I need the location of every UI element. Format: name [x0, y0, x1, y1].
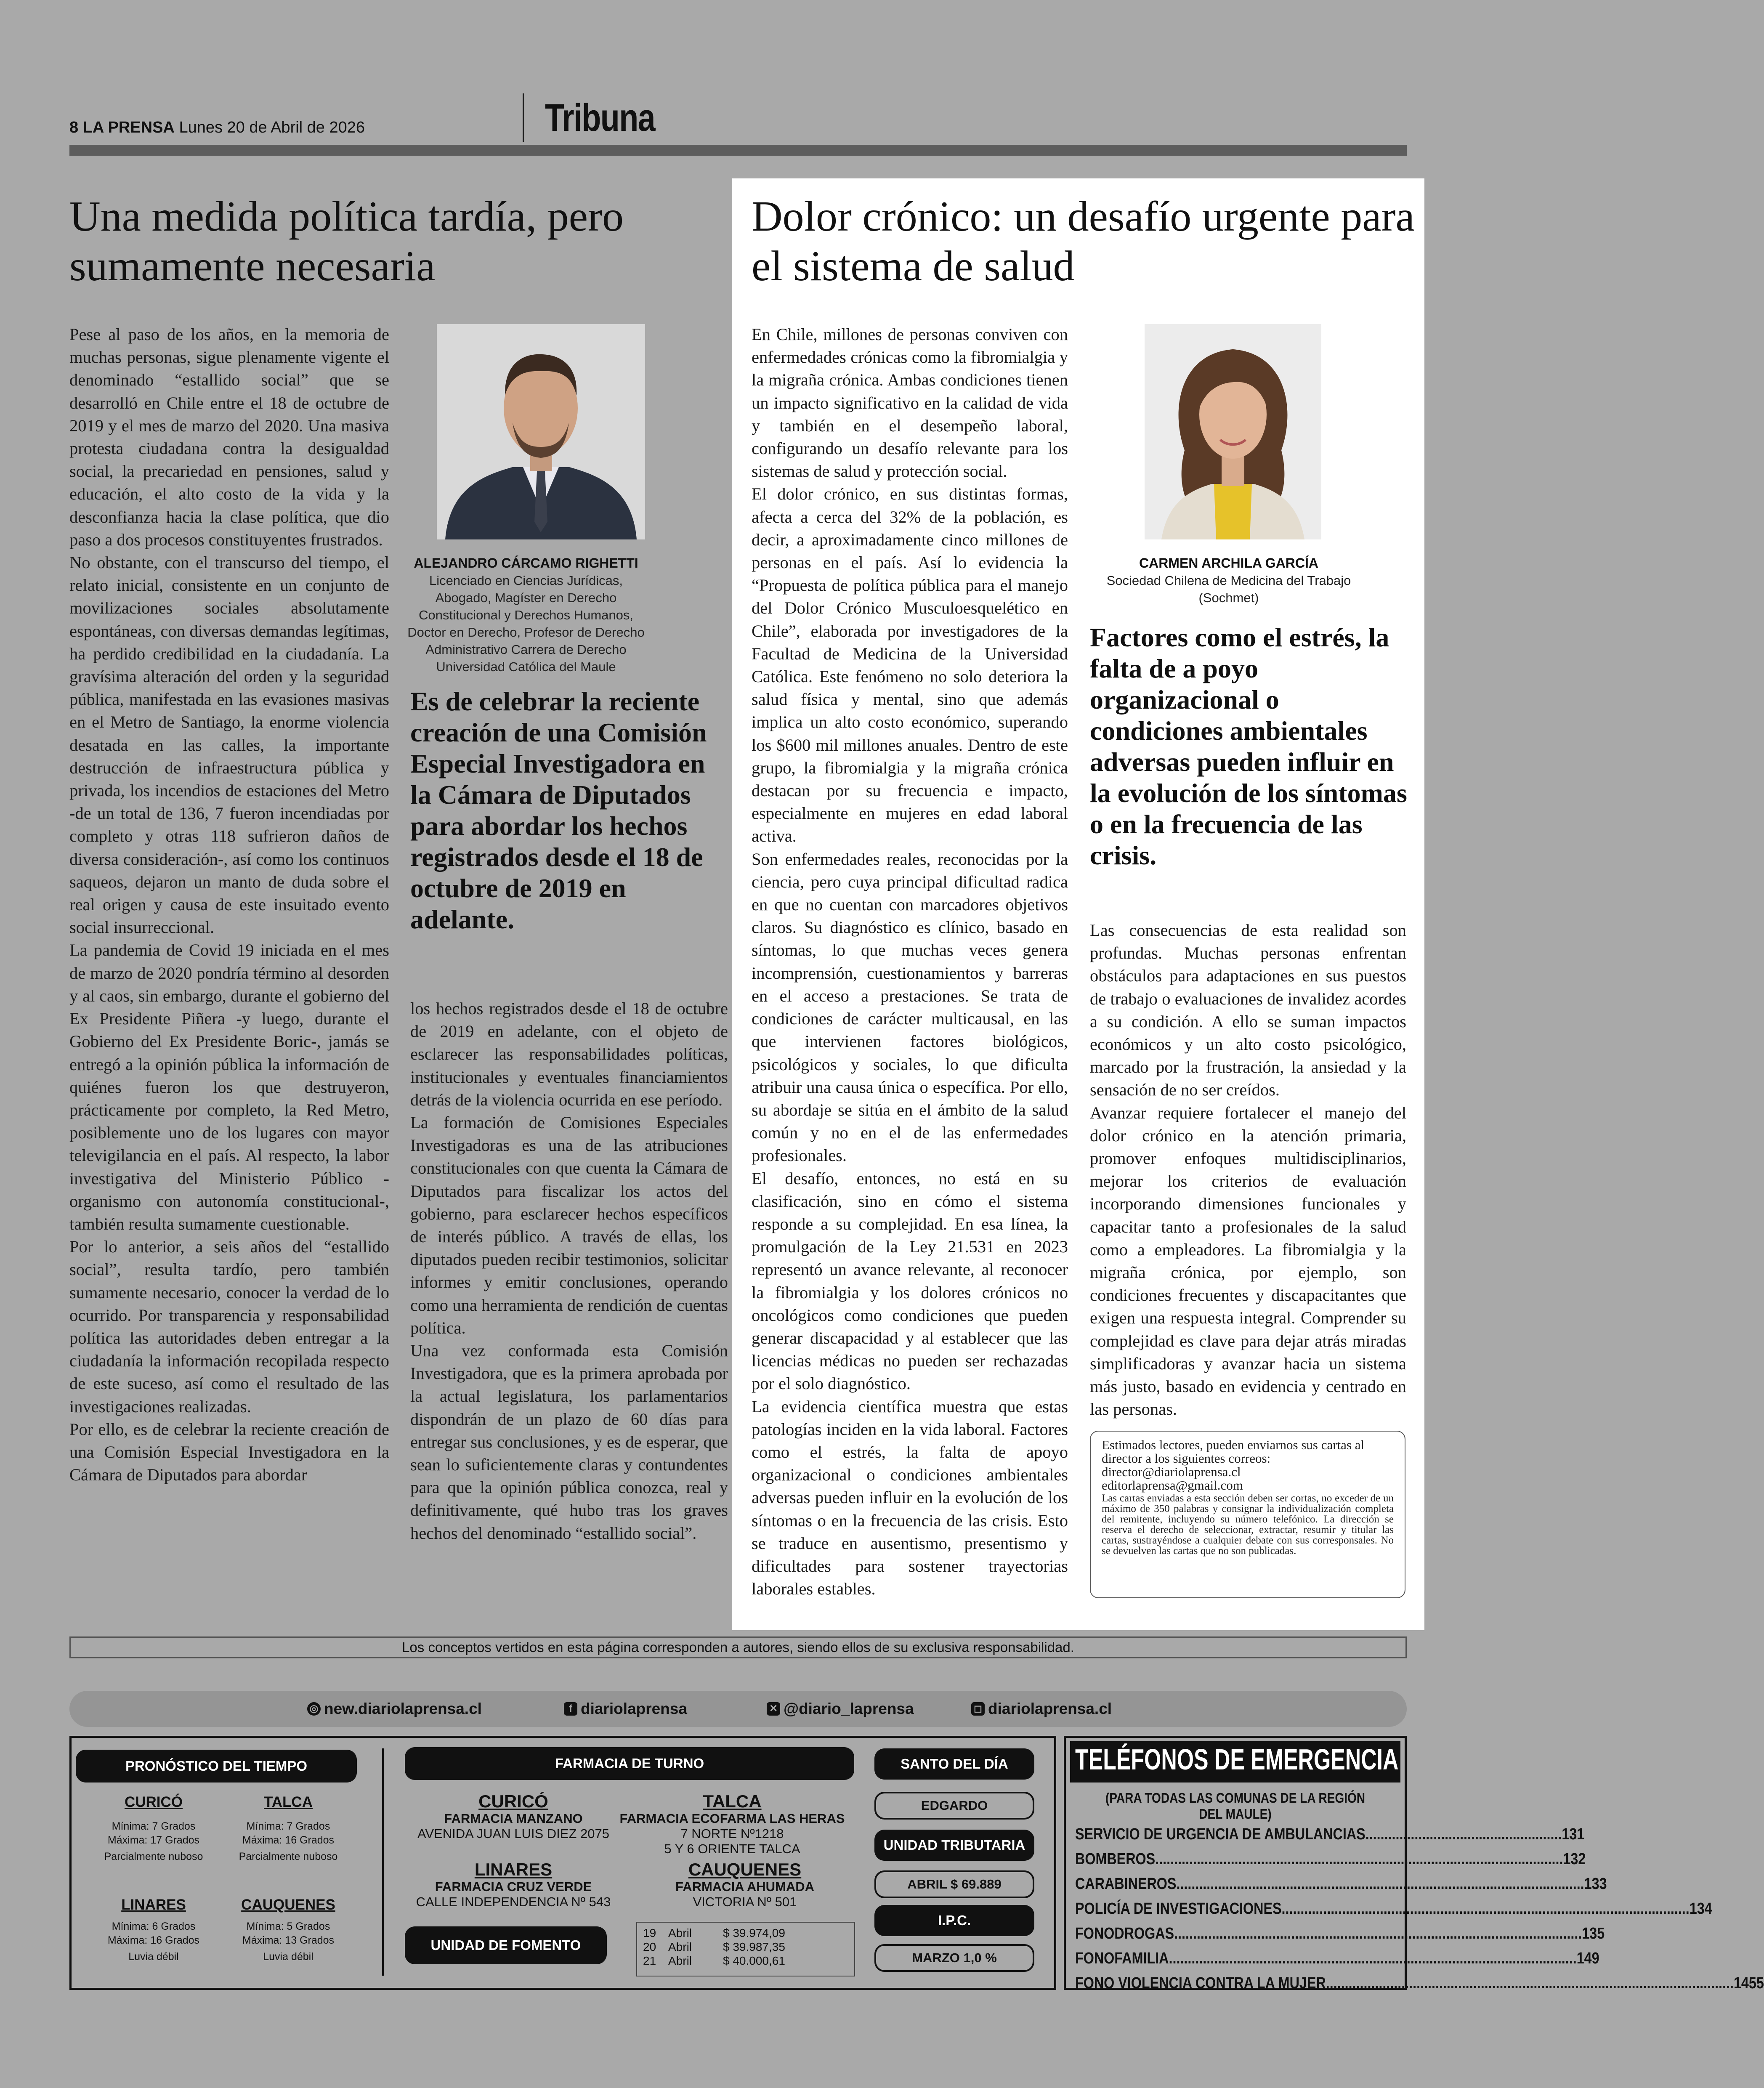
emergency-number[interactable]: 1455 — [1733, 1974, 1764, 1992]
left-article-column-2 — [410, 997, 728, 1545]
newspaper-name: LA PRENSA — [82, 119, 175, 136]
leader-dots: ............................................................................................................ — [1155, 1850, 1563, 1868]
emergency-phones-box — [1064, 1736, 1764, 1992]
uf-day: 20 — [643, 1940, 656, 1953]
pharmacy-address: AVENIDA JUAN LUIS DIEZ 2075 — [417, 1826, 609, 1841]
header-divider — [523, 93, 524, 142]
letters-lead: Estimados lectores, pueden enviarnos sus cartas al director a los siguientes correos: — [1102, 1437, 1365, 1466]
left-pullquote: Es de celebrar la reciente creación de una Comisión Especial Investigadora en la Cámara de Diputados para abordar los hechos registrados desde el 18 de octubre de 2019 en adelante. — [410, 686, 707, 934]
leader-dots: ............................................................................................................ — [1176, 1875, 1584, 1893]
left-article-column-1 — [69, 323, 389, 1486]
emergency-row — [1075, 1971, 1764, 1996]
paragraph: La evidencia científica muestra que estas patologías inciden en la vida laboral. Factores como el estrés, la falta de apoyo organizacional o condiciones ambientales adversas pueden influir en la evolución de los síntomas o en la frecuencia de las crisis. Esto se traduce en ausentismo, presentismo y dificultades para sostener trayectorias laborales estables. — [752, 1397, 1068, 1599]
emergency-number[interactable]: 149 — [1576, 1950, 1599, 1967]
weather-min: Mínima: 7 Grados — [112, 1820, 196, 1832]
weather-condition: Luvia débil — [128, 1951, 179, 1963]
social-x[interactable] — [767, 1700, 914, 1718]
emergency-label: SERVICIO DE URGENCIA DE AMBULANCIAS — [1075, 1825, 1366, 1843]
leader-dots: .................................................... — [1365, 1825, 1562, 1843]
weather-city: TALCA — [264, 1794, 313, 1810]
author-name: CARMEN ARCHILA GARCÍA — [1139, 555, 1319, 571]
paragraph: Una vez conformada esta Comisión Investigadora, que es la primera aprobada por la actual legislatura, los parlamentarios dispondrán de un plazo de 60 días para entregar sus conclusiones, y es de esperar, que sean lo suficientemente claras y contundentes para que la opinión pública conozca, real y definitivamente, qué hubo tras los graves hechos del denominado “estallido social”. — [410, 1341, 728, 1543]
pharmacy-address: 7 NORTE Nº1218 — [680, 1826, 784, 1841]
emergency-row — [1075, 1872, 1607, 1897]
weather-max: Máxima: 17 Grados — [107, 1834, 200, 1846]
pharmacy-title: FARMACIA DE TURNO — [405, 1747, 854, 1780]
author-bio: Sociedad Chilena de Medicina del Trabajo (Sochmet) — [1106, 573, 1351, 605]
weather-title: PRONÓSTICO DEL TIEMPO — [76, 1750, 357, 1783]
pharmacy-curico — [417, 1792, 610, 1841]
pharmacy-name: FARMACIA MANZANO — [444, 1811, 583, 1826]
utm-label: UNIDAD TRIBUTARIA — [874, 1830, 1034, 1861]
pharmacy-name: FARMACIA AHUMADA — [675, 1879, 815, 1894]
paragraph: Las consecuencias de esta realidad son profundas. Muchas personas enfrentan obstáculos para adaptaciones en sus puestos de trabajo o evaluaciones de invalidez acordes a su condición. A ello se suman impactos económicos y un alto costo psicológico, marcado por la frustración, la ansiedad y la sensación de no ser creídos. — [1090, 921, 1406, 1100]
uf-table — [636, 1922, 855, 1976]
pharmacy-city: CURICÓ — [478, 1791, 548, 1811]
emergency-label: FONO VIOLENCIA CONTRA LA MUJER — [1075, 1974, 1326, 1992]
weather-max: Máxima: 13 Grados — [242, 1934, 335, 1946]
pharmacy-cauquenes — [631, 1860, 858, 1910]
author-photo-right — [1145, 324, 1321, 539]
globe-icon: ◎ — [307, 1702, 321, 1716]
uf-month: Abril — [668, 1926, 692, 1939]
emergency-row — [1075, 1847, 1586, 1872]
weather-linares — [84, 1894, 223, 1964]
paragraph: Por lo anterior, a seis años del “estallido social”, resulta tardío, pero también sumamente necesario, conocer la verdad de lo ocurrido. Por transparencia y responsabilidad política las autoridades deben entregar a la ciudadanía la información recopilada respecto de este suceso, así como el resultado de las investigaciones realizadas. — [69, 1237, 389, 1416]
author-caption-right — [1090, 555, 1368, 606]
facebook-icon: f — [564, 1702, 577, 1716]
uf-day: 19 — [643, 1926, 656, 1939]
weather-city: LINARES — [121, 1897, 186, 1913]
pharmacy-city: CAUQUENES — [688, 1860, 802, 1879]
leader-dots: ............................................................................................................ — [1169, 1950, 1577, 1967]
uf-label: UNIDAD DE FOMENTO — [405, 1926, 607, 1964]
pharmacy-name: FARMACIA CRUZ VERDE — [435, 1879, 592, 1894]
page-number: 8 — [69, 119, 79, 136]
emergency-label: CARABINEROS — [1075, 1875, 1177, 1893]
weather-talca — [219, 1792, 358, 1864]
social-web-label: new.diariolaprensa.cl — [324, 1700, 482, 1717]
letters-email-director[interactable]: director@diariolaprensa.cl — [1102, 1464, 1241, 1479]
social-facebook-label: diariolaprensa — [581, 1700, 687, 1717]
leader-dots: ............................................................................................................ — [1326, 1974, 1734, 1992]
weather-city: CURICÓ — [124, 1794, 183, 1810]
page-header-meta — [69, 119, 365, 137]
weather-min: Mínima: 5 Grados — [246, 1921, 330, 1932]
letters-rules: Las cartas enviadas a esta sección deben ser cortas, no exceder de un máximo de 350 palabras y consignar la individualización completa del remitente, incluyendo su número telefónico. La dirección se reserva el derecho de seleccionar, extractar, resumir y titular las cartas, sustrayéndose a cualquier debate con sus corresponsales. No se devuelven las cartas que no son publicadas. — [1102, 1493, 1394, 1557]
page-disclaimer: Los conceptos vertidos en esta página corresponden a autores, siendo ellos de su exclusiva responsabilidad. — [69, 1636, 1407, 1658]
santo-value: EDGARDO — [874, 1792, 1034, 1820]
uf-month: Abril — [668, 1940, 692, 1953]
emergency-label: FONOFAMILIA — [1075, 1950, 1169, 1967]
uf-value: $ 40.000,61 — [723, 1954, 785, 1967]
weather-min: Mínima: 6 Grados — [112, 1921, 196, 1932]
emergency-subtitle: (PARA TODAS LAS COMUNAS DE LA REGIÓN DEL MAULE) — [1105, 1790, 1366, 1822]
section-title: Tribuna — [545, 96, 655, 139]
author-bio: Licenciado en Ciencias Jurídicas, Abogado, Magíster en Derecho Constitucional y Derechos Humanos, Doctor en Derecho, Profesor de Derecho Administrativo Carrera de Derecho Universidad Católica del Maule — [407, 573, 645, 674]
right-article-column-1 — [752, 323, 1068, 1600]
pharmacy-city: LINARES — [474, 1860, 553, 1879]
paragraph: Avanzar requiere fortalecer el manejo del dolor crónico en la atención primaria, promover enfoques multidisciplinarios, mejorar los criterios de evaluación incorporando dimensiones funcionales y capacitar tanto a profesionales de la salud como a empleadores. La fibromialgia y la migraña crónica, por ejemplo, son condiciones frecuentes y discapacitantes que exigen una respuesta integral. Comprender su complejidad es clave para dejar atrás miradas simplificadoras y avanzar hacia un sistema más justo, basado en evidencia y centrado en las personas. — [1090, 1103, 1406, 1419]
letters-to-editor-box — [1090, 1431, 1405, 1598]
weather-city: CAUQUENES — [241, 1897, 335, 1913]
ipc-value: MARZO 1,0 % — [874, 1944, 1034, 1972]
pharmacy-city: TALCA — [703, 1791, 762, 1811]
pharmacy-name: FARMACIA ECOFARMA LAS HERAS — [619, 1811, 845, 1826]
pharmacy-address: VICTORIA Nº 501 — [693, 1894, 797, 1909]
paragraph: En Chile, millones de personas conviven con enfermedades crónicas como la fibromialgia y la migraña crónica. Ambas condiciones tienen un impacto significativo en la calidad de vida y también en el desempeño laboral, configurando un desafío relevante para los sistemas de salud y protección social. — [752, 325, 1068, 481]
emergency-row — [1075, 1921, 1605, 1946]
header-rule — [69, 145, 1407, 156]
paragraph: Pese al paso de los años, en la memoria de muchas personas, sigue plenamente vigente el denominado “estallido social” que se desarrolló en Chile entre el 18 de octubre de 2019 y el mes de marzo del 2020. Una masiva protesta ciudadana contra la desigualdad social, la precariedad en pensiones, salud y educación, el alto costo de la vida y la desconfianza hacia la clase política, que dio paso a dos procesos constituyentes frustrados. — [69, 325, 389, 549]
weather-condition: Parcialmente nuboso — [104, 1851, 203, 1862]
right-article-title: Dolor crónico: un desafío urgente para el sistema de salud — [752, 193, 1415, 290]
pharmacy-linares — [408, 1860, 619, 1910]
emergency-row — [1075, 1822, 1585, 1847]
emergency-row — [1075, 1897, 1712, 1921]
emergency-number[interactable]: 134 — [1689, 1900, 1712, 1918]
emergency-row — [1075, 1946, 1599, 1971]
leader-dots: ............................................................................................................ — [1174, 1925, 1582, 1942]
social-web[interactable] — [307, 1700, 482, 1718]
paragraph: los hechos registrados desde el 18 de octubre de 2019 en adelante, con el objeto de esclarecer las responsabilidades políticas, institucionales y eventuales financiamientos detrás de la violencia ocurrida en ese período. — [410, 999, 728, 1109]
pharmacy-address-2: 5 Y 6 ORIENTE TALCA — [664, 1841, 800, 1856]
uf-row — [643, 1940, 848, 1954]
weather-min: Mínima: 7 Grados — [246, 1820, 330, 1832]
paragraph: La formación de Comisiones Especiales Investigadoras es una de las atribuciones constitucionales con que cuenta la Cámara de Diputados para fiscalizar los actos del gobierno, para esclarecer hechos específicos de interés público. A través de ellas, los diputados pueden recibir testimonios, solicitar informes y emitir conclusiones, operando como una herramienta de rendición de cuentas política. — [410, 1113, 728, 1337]
uf-row — [643, 1926, 848, 1940]
weather-max: Máxima: 16 Grados — [107, 1934, 200, 1946]
instagram-icon: ◻ — [971, 1702, 985, 1716]
pharmacy-address: CALLE INDEPENDENCIA Nº 543 — [416, 1894, 611, 1909]
emergency-label: POLICÍA DE INVESTIGACIONES — [1075, 1900, 1282, 1918]
uf-row — [643, 1954, 848, 1968]
right-pullquote: Factores como el estrés, la falta de a poyo organizacional o condiciones ambientales adversas pueden influir en la evolución de los síntomas o en la frecuencia de las crisis. — [1090, 622, 1407, 870]
ipc-label: I.P.C. — [874, 1905, 1034, 1936]
leader-dots: ............................................................................................................ — [1281, 1900, 1690, 1918]
pharmacy-talca — [606, 1792, 858, 1857]
emergency-label: BOMBEROS — [1075, 1850, 1156, 1868]
paragraph: Por ello, es de celebrar la reciente creación de una Comisión Especial Investigadora en la Cámara de Diputados para abordar — [69, 1419, 389, 1485]
uf-value: $ 39.974,09 — [723, 1926, 785, 1939]
social-instagram-label: diariolaprensa.cl — [988, 1700, 1112, 1717]
paragraph: Son enfermedades reales, reconocidas por la ciencia, pero cuya principal dificultad radica en que no cuentan con marcadores objetivos claros. Su diagnóstico es clínico, basado en síntomas, lo que muchas veces genera incomprensión, cuestionamientos y barreras en el acceso a prestaciones. Se trata de condiciones de carácter multicausal, en las que intervienen factores biológicos, psicológicos y sociales, lo que dificulta atribuir una causa única o específica. Por ello, su abordaje se sitúa en el ámbito de la salud común y no en el de las enfermedades profesionales. — [752, 849, 1068, 1165]
santo-label: SANTO DEL DÍA — [874, 1748, 1034, 1780]
emergency-number[interactable]: 132 — [1563, 1850, 1586, 1868]
weather-cauquenes — [219, 1894, 358, 1964]
weather-curico — [84, 1792, 223, 1864]
weather-condition: Parcialmente nuboso — [239, 1851, 338, 1862]
author-photo-left — [437, 324, 645, 539]
emergency-label: FONODROGAS — [1075, 1925, 1174, 1942]
social-links-bar — [69, 1691, 1407, 1727]
x-icon: ✕ — [767, 1702, 780, 1716]
paragraph: La pandemia de Covid 19 iniciada en el mes de marzo de 2020 pondría término al desorden y al caos, sin embargo, durante el gobierno del Ex Presidente Piñera -y luego, durante el Gobierno del Ex Presidente Boric-, jamás se entregó a la opinión pública la información de quiénes fueron los que destruyeron, prácticamente por completo, la Red Metro, posiblemente uno de los lugares con mayor televigilancia en el país. Al respecto, la labor investigativa del Ministerio Público -organismo con autonomía constitucional-, también resulta sumamente cuestionable. — [69, 940, 389, 1233]
letters-email-editor[interactable]: editorlaprensa@gmail.com — [1102, 1478, 1243, 1493]
weather-max: Máxima: 16 Grados — [242, 1834, 335, 1846]
right-article-column-2 — [1090, 919, 1406, 1421]
issue-date: Lunes 20 de Abril de 2026 — [179, 119, 365, 136]
emergency-title-text: TELÉFONOS DE EMERGENCIA — [1075, 1743, 1399, 1776]
left-article-title: Una medida política tardía, pero sumamente necesaria — [69, 193, 624, 290]
uf-month: Abril — [668, 1954, 692, 1967]
paragraph: El dolor crónico, en sus distintas formas, afecta a cerca del 32% de la población, es decir, a aproximadamente cinco millones de personas en el país. Así lo evidencia la “Propuesta de política pública para el manejo del Dolor Crónico Musculoesquelético en Chile”, elaborada por investigadores de la Facultad de Medicina de la Universidad Católica. Este fenómeno no solo deteriora la salud física y mental, sino que además implica un alto costo económico, superando los $600 mil millones anuales. Dentro de este grupo, la fibromialgia y la migraña crónica destacan por su frecuencia e impacto, especialmente en mujeres en edad laboral activa. — [752, 484, 1068, 846]
paragraph: No obstante, con el transcurso del tiempo, el relato inicial, consistente en un conjunto de movilizaciones sociales absolutamente espontáneas, con diversas demandas legítimas, ha perdido credibilidad en la ciudadanía. La gravísima alteración del orden y la seguridad pública, manifestada en las evasiones masivas en el Metro de Santiago, la enorme violencia desatada en las calles, la importante destrucción de infraestructura pública y privada, los incendios de estaciones del Metro -de un total de 136, 7 fueron incendiadas por completo y otras 118 sufrieron daños de diversa consideración-, así como los continuos saqueos, dejaron un manto de duda sobre el real origen y causa de este insuitado evento social insurreccional. — [69, 553, 389, 937]
emergency-number[interactable]: 135 — [1582, 1925, 1605, 1942]
social-instagram[interactable] — [971, 1700, 1112, 1718]
services-divider — [382, 1748, 384, 1976]
author-caption-left — [402, 555, 650, 675]
emergency-title — [1075, 1741, 1399, 1777]
uf-day: 21 — [643, 1954, 656, 1967]
utm-value: ABRIL $ 69.889 — [874, 1870, 1034, 1898]
weather-condition: Luvia débil — [263, 1951, 313, 1963]
emergency-number[interactable]: 133 — [1584, 1875, 1607, 1893]
social-facebook[interactable] — [564, 1700, 687, 1718]
uf-value: $ 39.987,35 — [723, 1940, 785, 1953]
social-x-label: @diario_laprensa — [784, 1700, 914, 1717]
paragraph: El desafío, entonces, no está en su clasificación, sino en cómo el sistema responde a su complejidad. En esa línea, la promulgación de la Ley 21.531 en 2023 representó un avance relevante, al reconocer la fibromialgia y los dolores crónicos no oncológicos como condiciones que pueden generar discapacidad y al establecer que las licencias médicas no pueden ser rechazadas por el solo diagnóstico. — [752, 1169, 1068, 1393]
emergency-number[interactable]: 131 — [1562, 1825, 1585, 1843]
author-name: ALEJANDRO CÁRCAMO RIGHETTI — [414, 555, 638, 571]
